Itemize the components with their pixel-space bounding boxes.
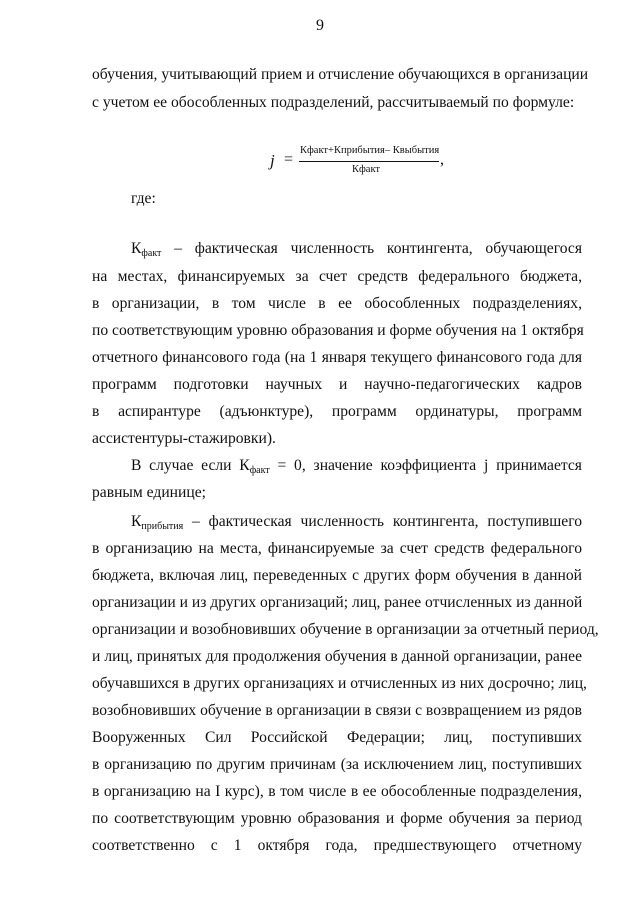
k-arrival-line: возобновивших обучение в организации в связи с возвращением из рядов: [92, 702, 582, 719]
intro-line-2: с учетом ее обособленных подразделений, рассчитываемый по формуле:: [92, 94, 575, 111]
k-fakt-line: программ подготовки научных и научно-педагогических кадров: [92, 376, 582, 393]
formula-numerator: Кфакт+Кприбытия– Квыбытия: [300, 145, 440, 156]
k-arrival-line: соответственно с 1 октября года, предшествующего отчетному: [92, 837, 582, 854]
zero-case-subscript: факт: [249, 465, 270, 476]
zero-case-suffix: = 0, значение коэффициента j принимается: [269, 457, 582, 474]
zero-case-line-2: равным единице;: [92, 484, 206, 501]
k-fakt-line: по соответствующим уровню образования и форме обучения на 1 октября: [92, 322, 584, 339]
zero-case-line-1: [131, 457, 582, 475]
k-fakt-line: в организации, в том числе в ее обособленных подразделениях,: [92, 295, 582, 312]
k-arrival-line: в организацию на I курс), в том числе в ее обособленные подразделения,: [92, 783, 582, 800]
formula-denominator: Кфакт: [352, 164, 381, 175]
k-fakt-line: отчетного финансового года (на 1 января текущего финансового года для: [92, 349, 582, 366]
k-arrival-line: и лиц, принятых для продолжения обучения в данной организации, ранее: [92, 648, 582, 665]
zero-case-prefix: В случае если К: [131, 457, 250, 474]
formula-lhs: j: [270, 151, 275, 170]
k-arrival-line: в организацию по другим причинам (за исключением лиц, поступивших: [92, 756, 582, 773]
k-arrival-line: обучавшихся в других организациях и отчисленных из них досрочно; лиц,: [92, 675, 587, 692]
k-arrival-first-line: [131, 513, 582, 531]
intro-line-1: обучения, учитывающий прием и отчисление обучающихся в организации: [92, 66, 589, 83]
formula-comma: ,: [440, 151, 444, 168]
k-fakt-text: – фактическая численность контингента, обучающегося: [161, 240, 582, 257]
where-label: где:: [131, 190, 156, 207]
k-arrival-line: бюджета, включая лиц, переведенных с других форм обучения в данной: [92, 567, 582, 584]
k-subscript: прибытия: [141, 521, 184, 532]
k-fakt-line: на местах, финансируемых за счет средств федерального бюджета,: [92, 268, 582, 285]
k-arrival-line: Вооруженных Сил Российской Федерации; лиц, поступивших: [92, 729, 582, 746]
page-number: 9: [316, 17, 324, 34]
k-fakt-line: ассистентуры-стажировки).: [92, 430, 276, 447]
formula: [270, 145, 450, 185]
k-arrival-line: в организацию на места, финансируемые за счет средств федерального: [92, 540, 582, 557]
k-symbol: К: [131, 513, 142, 530]
k-arrival-line: по соответствующим уровню образования и форме обучения за период: [92, 810, 582, 827]
formula-equals: =: [284, 151, 294, 168]
k-arrival-line: организации и из других организаций; лиц, ранее отчисленных из данной: [92, 594, 583, 611]
k-arrival-text: – фактическая численность контингента, поступившего: [183, 513, 582, 530]
k-subscript: факт: [141, 248, 162, 259]
k-arrival-line: организации и возобновивших обучение в организации за отчетный период,: [92, 621, 599, 638]
fraction-bar: [299, 161, 439, 162]
k-fakt-first-line: [131, 240, 582, 258]
k-fakt-line: в аспирантуре (адъюнктуре), программ ординатуры, программ: [92, 403, 582, 420]
k-symbol: К: [131, 240, 142, 257]
